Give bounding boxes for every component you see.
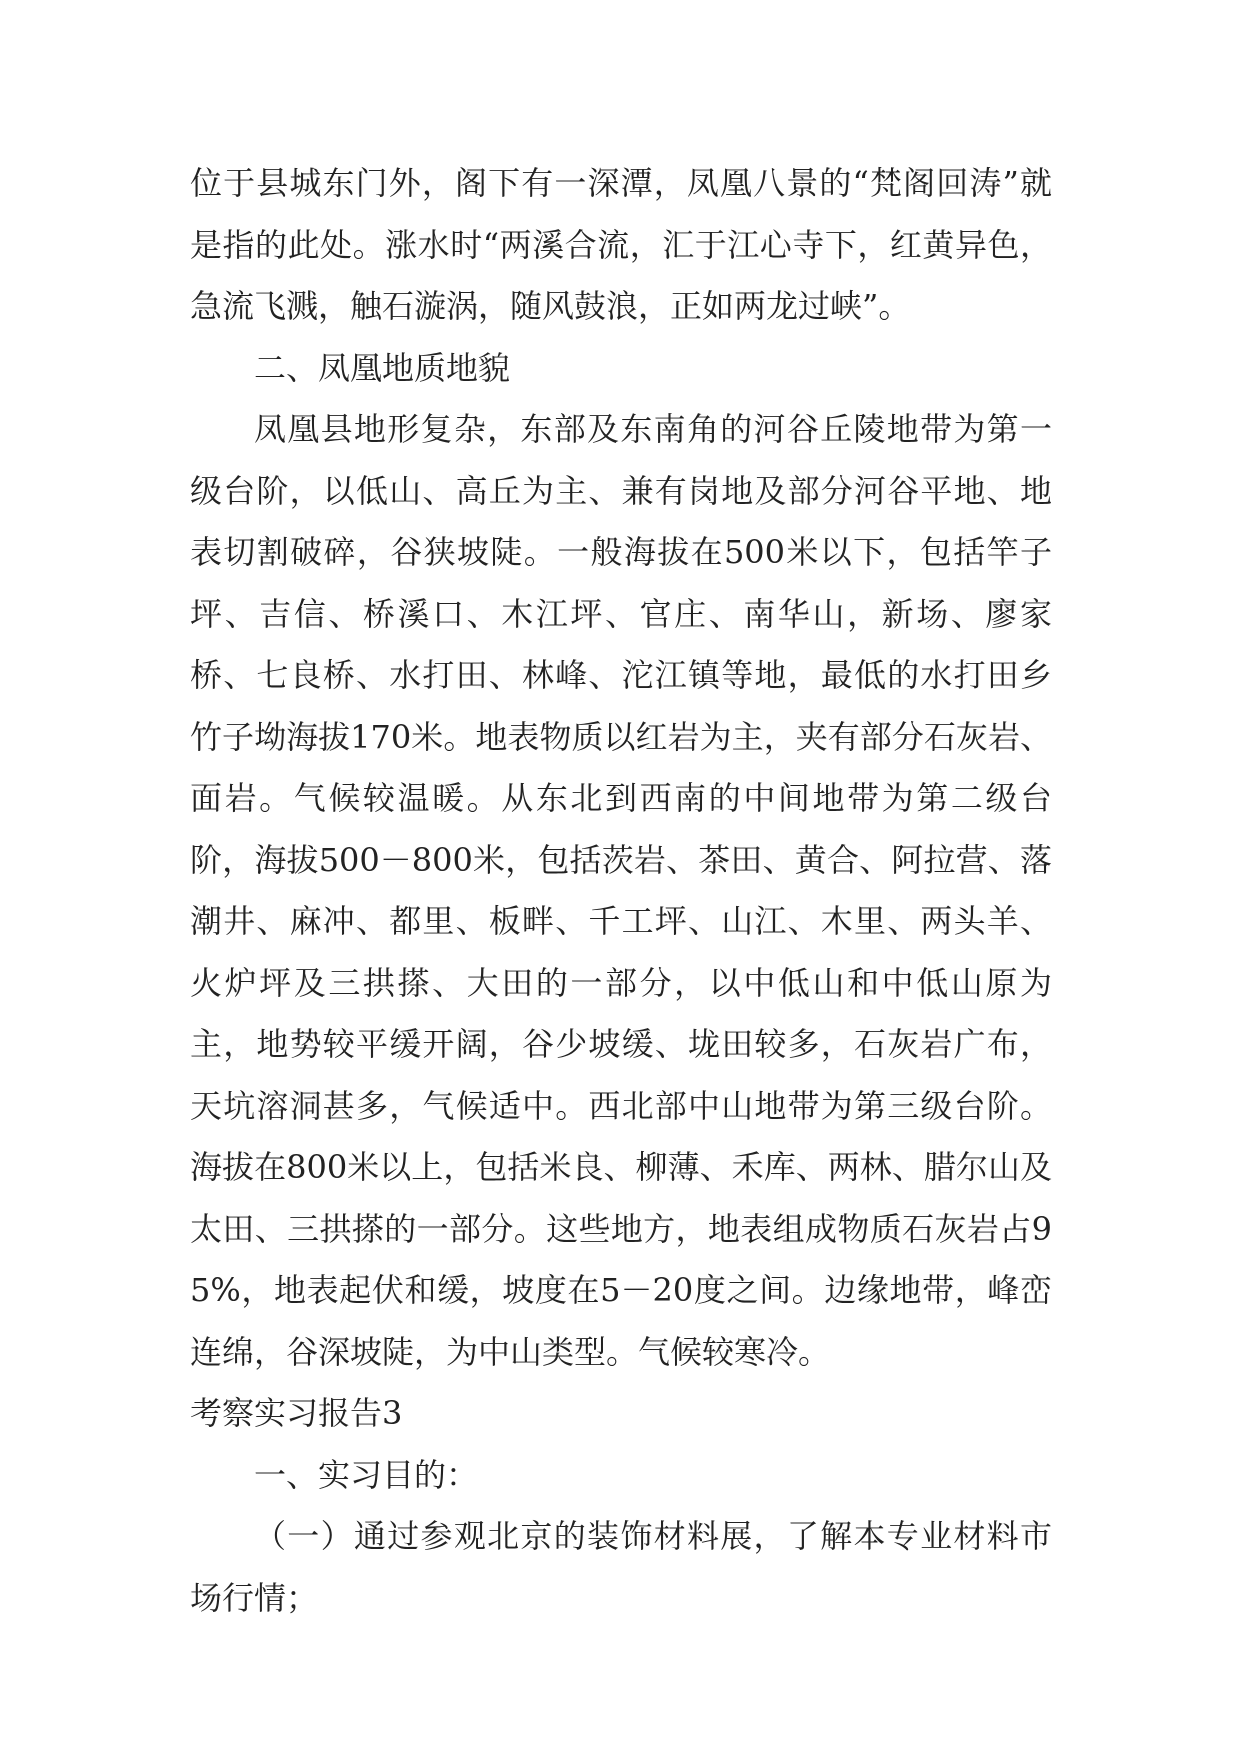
paragraph-fenghuang-pavilion: 位于县城东门外，阁下有一深潭，凤凰八景的“梵阁回涛”就是指的此处。涨水时“两溪合流，汇于江心寺下，红黄异色，急流飞溅，触石漩涡，随风鼓浪，正如两龙过峡”。 (190, 164, 1052, 325)
section-heading-geology: 二、凤凰地质地貌 (254, 348, 511, 387)
report-title: 考察实习报告3 (190, 1394, 403, 1432)
document-body (190, 153, 1052, 1629)
paragraph-geology: 凤凰县地形复杂，东部及东南角的河谷丘陵地带为第一级台阶，以低山、高丘为主、兼有岗地及部分河谷平地、地表切割破碎，谷狭坡陡。一般海拔在500米以下，包括竿子坪、吉信、桥溪口、木江坪、官庄、南华山，新场、廖家桥、七良桥、水打田、林峰、沱江镇等地，最低的水打田乡竹子坳海拔170米。地表物质以红岩为主，夹有部分石灰岩、面岩。气候较温暖。从东北到西南的中间地带为第二级台阶，海拔500－800米，包括茨岩、茶田、黄合、阿拉营、落潮井、麻冲、都里、板畔、千工坪、山江、木里、两头羊、火炉坪及三拱搽、大田的一部分，以中低山和中低山原为主，地势较平缓开阔，谷少坡缓、垅田较多，石灰岩广布，天坑溶洞甚多，气候适中。西北部中山地带为第三级台阶。海拔在800米以上，包括米良、柳薄、禾库、两林、腊尔山及太田、三拱搽的一部分。这些地方，地表组成物质石灰岩占95%，地表起伏和缓，坡度在5－20度之间。边缘地带，峰峦连绵，谷深坡陡，为中山类型。气候较寒冷。 (190, 410, 1052, 1371)
section-heading-purpose: 一、实习目的： (254, 1455, 479, 1494)
paragraph-purpose-1: （一）通过参观北京的装饰材料展，了解本专业材料市场行情； (190, 1517, 1052, 1617)
